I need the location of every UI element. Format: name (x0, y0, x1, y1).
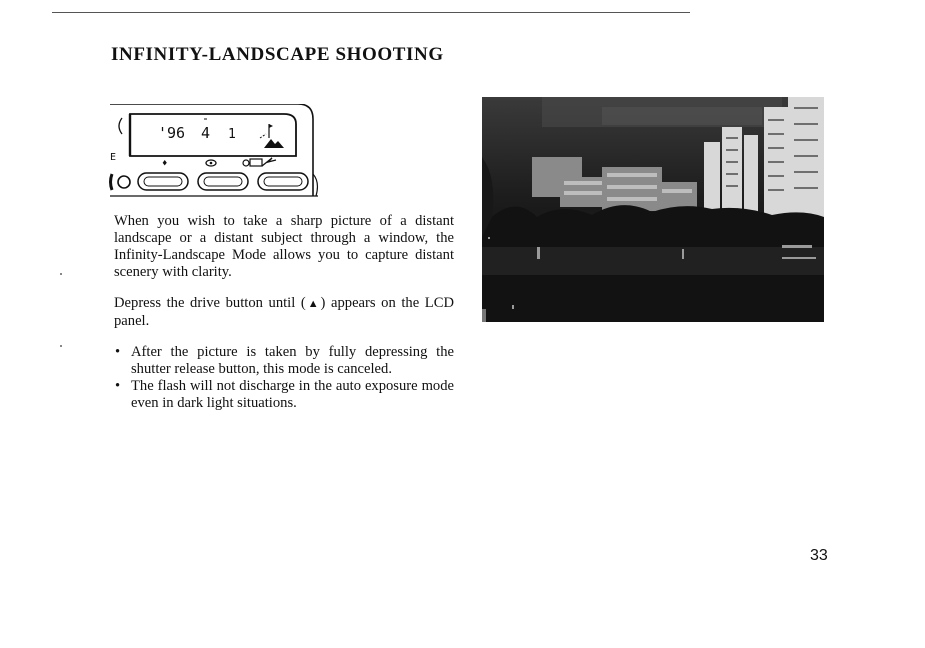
scan-speck (60, 273, 62, 275)
lcd-year: '96 (158, 124, 186, 142)
scan-speck (60, 345, 62, 347)
notes-list (114, 344, 454, 412)
lcd-day: 1 (228, 127, 236, 142)
instruction-text-end: ) appears on the LCD panel. (114, 295, 454, 329)
page-number: 33 (810, 547, 828, 564)
lcd-month: 4 (201, 124, 211, 142)
lcd-panel-illustration (108, 104, 320, 204)
landscape-photo (482, 97, 824, 322)
paragraph-intro: When you wish to take a sharp picture of a distant landscape or a distant subject through a window, the Infinity-Landscape Mode allows you to capture distant scenery with clarity. (114, 213, 454, 280)
svg-text:E: E (110, 152, 117, 163)
instruction-text-start: Depress the drive button until ( (114, 295, 306, 311)
list-item-text: The flash will not discharge in the auto exposure mode even in dark light situations. (131, 378, 454, 411)
bullet-icon: • (115, 378, 121, 394)
svg-text:♦: ♦ (162, 159, 168, 169)
body-text (114, 213, 454, 412)
mountain-icon: ▲ (305, 298, 321, 310)
self-timer-icon (243, 159, 262, 166)
list-item (114, 378, 454, 412)
list-item (114, 344, 454, 378)
bullet-icon: • (115, 344, 121, 360)
top-rule (52, 12, 690, 13)
camera-buttons (111, 173, 309, 190)
flash-icon (262, 158, 276, 166)
paragraph-instruction (114, 295, 454, 330)
battery-icon (206, 160, 216, 166)
page-title: INFINITY-LANDSCAPE SHOOTING (111, 44, 444, 65)
list-item-text: After the picture is taken by fully depressing the shutter release button, this mode is canceled. (131, 344, 454, 377)
